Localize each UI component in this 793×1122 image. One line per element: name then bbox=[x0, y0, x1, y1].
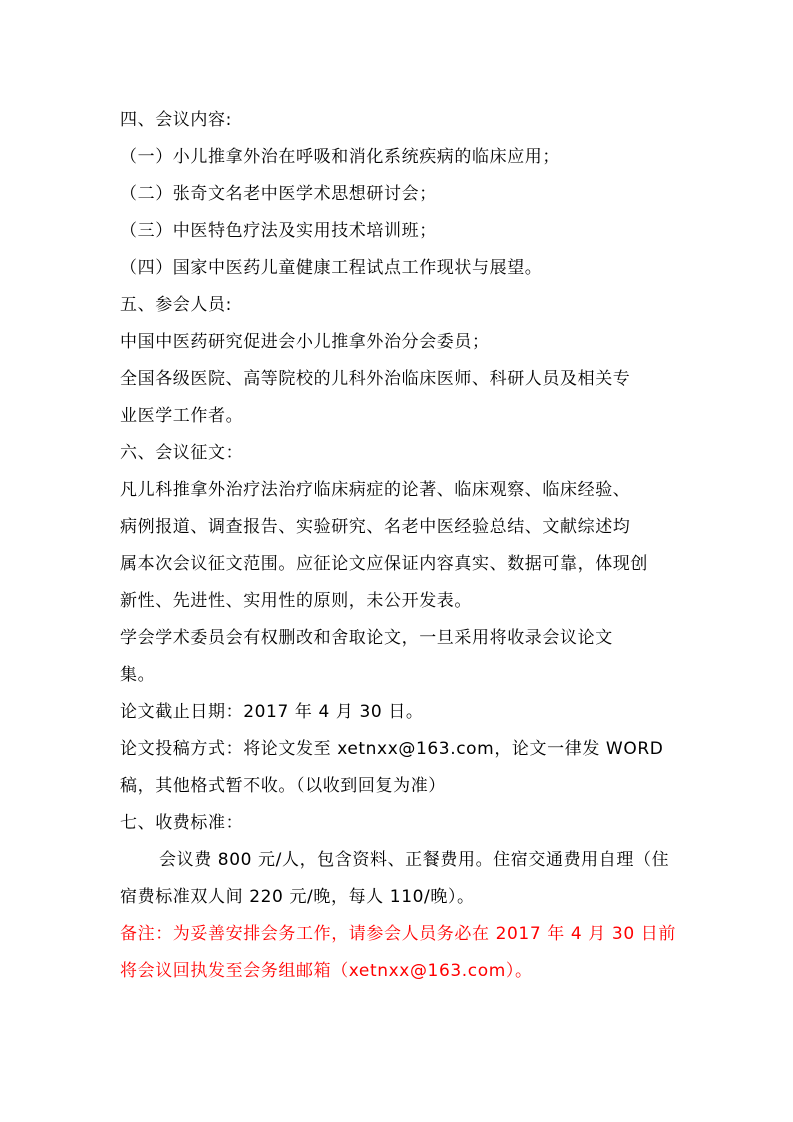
papers-paragraph-line-2: 病例报道、调查报告、实验研究、名老中医经验总结、文献综述均 bbox=[120, 517, 631, 537]
participants-line-2: 全国各级医院、高等院校的儿科外治临床医师、科研人员及相关专 bbox=[120, 369, 631, 389]
submission-method-line-1: 论文投稿方式：将论文发至 xetnxx@163.com，论文一律发 WORD bbox=[120, 739, 664, 759]
section-heading-participants: 五、参会人员: bbox=[120, 295, 232, 315]
committee-note-line-1: 学会学术委员会有权删改和舍取论文，一旦采用将收录会议论文 bbox=[120, 628, 613, 648]
deadline-line: 论文截止日期：2017 年 4 月 30 日。 bbox=[120, 702, 424, 722]
papers-paragraph-line-1: 凡儿科推拿外治疗法治疗临床病症的论著、临床观察、临床经验、 bbox=[120, 480, 631, 500]
remark-line-2: 将会议回执发至会务组邮箱（xetnxx@163.com）。 bbox=[120, 961, 533, 981]
content-item-2: （二）张奇文名老中医学术思想研讨会； bbox=[120, 184, 437, 204]
fees-line-2: 宿费标准双人间 220 元/晚，每人 110/晚）。 bbox=[120, 887, 475, 907]
papers-paragraph-line-3: 属本次会议征文范围。应征论文应保证内容真实、数据可靠，体现创 bbox=[120, 554, 648, 574]
participants-line-3: 业医学工作者。 bbox=[120, 406, 244, 426]
submission-method-line-2: 稿，其他格式暂不收。（以收到回复为准） bbox=[120, 776, 446, 796]
content-item-1: （一）小儿推拿外治在呼吸和消化系统疾病的临床应用； bbox=[120, 147, 560, 167]
remark-line-1: 备注：为妥善安排会务工作，请参会人员务必在 2017 年 4 月 30 日前 bbox=[120, 924, 676, 944]
participants-line-1: 中国中医药研究促进会小儿推拿外治分会委员； bbox=[120, 332, 490, 352]
fees-line-1: 会议费 800 元/人，包含资料、正餐费用。住宿交通费用自理（住 bbox=[159, 850, 670, 870]
section-heading-call-for-papers: 六、会议征文： bbox=[120, 443, 244, 463]
committee-note-line-2: 集。 bbox=[120, 665, 156, 685]
section-heading-meeting-content: 四、会议内容: bbox=[120, 110, 232, 130]
section-heading-fees: 七、收费标准： bbox=[120, 813, 244, 833]
content-item-4: （四）国家中医药儿童健康工程试点工作现状与展望。 bbox=[120, 258, 543, 278]
content-item-3: （三）中医特色疗法及实用技术培训班； bbox=[120, 221, 437, 241]
papers-paragraph-line-4: 新性、先进性、实用性的原则，未公开发表。 bbox=[120, 591, 472, 611]
